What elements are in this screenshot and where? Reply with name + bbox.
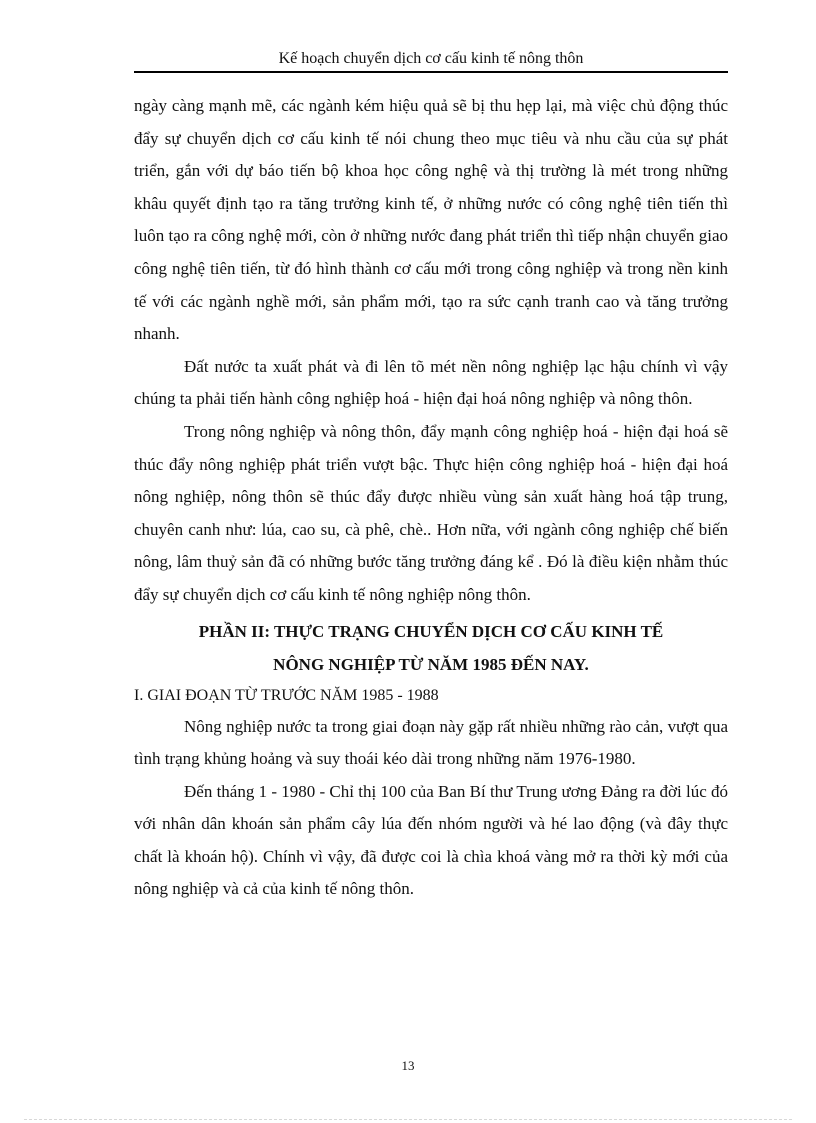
body-paragraph-1: ngày càng mạnh mẽ, các ngành kém hiệu quả sẽ bị thu hẹp lại, mà việc chủ động thúc đẩy sự chuyển dịch cơ cấu kinh tế nói chung theo mục tiêu và nhu cầu của sự phát triển, gắn với dự báo tiến bộ khoa học công nghệ và thị trường là mét trong những khâu quyết định tạo ra tăng trưởng kinh tế, ở những nước có công nghệ tiên tiến thì luôn tạo ra công nghệ mới, còn ở những nước đang phát triển thì tiếp nhận chuyển giao công nghệ tiên tiến, từ đó hình thành cơ cấu mới trong công nghiệp và trong nền kinh tế với các ngành nghề mới, sản phẩm mới, tạo ra sức cạnh tranh cao và tăng trưởng nhanh. (134, 96, 728, 344)
section-paragraph-1: Nông nghiệp nước ta trong giai đoạn này gặp rất nhiều những rào cản, vượt qua tình trạng khủng hoảng và suy thoái kéo dài trong những năm 1976-1980. (134, 716, 728, 769)
running-header: Kế hoạch chuyển dịch cơ cấu kinh tế nông thôn (278, 50, 584, 67)
body-paragraph-2: Đất nước ta xuất phát và đi lên tõ mét nền nông nghiệp lạc hậu chính vì vậy chúng ta phải tiến hành công nghiệp hoá - hiện đại hoá nông nghiệp và nông thôn. (134, 356, 728, 409)
section-paragraph-2: Đến tháng 1 - 1980 - Chỉ thị 100 của Ban Bí thư Trung ương Đảng ra đời lúc đó với nhân dân khoán sản phẩm cây lúa đến nhóm người và hé lao động (và đây thực chất là khoán hộ). Chính vì vậy, đã được coi là chìa khoá vàng mở ra thời kỳ mới của nông nghiệp và cả của kinh tế nông thôn. (134, 781, 728, 899)
subsection-heading: I. GIAI ĐOẠN TỪ TRƯỚC NĂM 1985 - 1988 (134, 686, 439, 704)
section-heading-line-1: PHẦN II: THỰC TRẠNG CHUYỂN DỊCH CƠ CẤU KINH TẾ (198, 621, 664, 641)
header-rule (134, 71, 728, 73)
page-body (134, 90, 728, 906)
section-heading-line-2: NÔNG NGHIỆP TỪ NĂM 1985 ĐẾN NAY. (273, 654, 589, 674)
section-heading (134, 615, 728, 681)
body-paragraph-3: Trong nông nghiệp và nông thôn, đẩy mạnh công nghiệp hoá - hiện đại hoá sẽ thúc đẩy nông nghiệp phát triển vượt bậc. Thực hiện công nghiệp hoá - hiện đại hoá nông nghiệp, nông thôn sẽ thúc đẩy được nhiều vùng sản xuất hàng hoá tập trung, chuyên canh như: lúa, cao su, cà phê, chè.. Hơn nữa, với ngành công nghiệp chế biến nông, lâm thuỷ sản đã có những bước tăng trưởng đáng kể . Đó là điều kiện nhằm thúc đẩy sự chuyển dịch cơ cấu kinh tế nông nghiệp nông thôn. (134, 421, 728, 604)
page-number: 13 (401, 1058, 415, 1073)
page-edge-divider (24, 1119, 792, 1120)
